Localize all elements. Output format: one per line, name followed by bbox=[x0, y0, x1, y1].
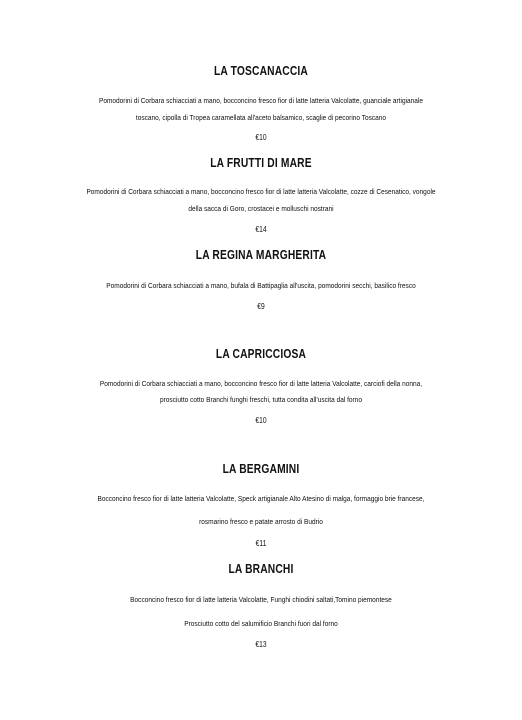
pizza-title-bergamini: LA BERGAMINI bbox=[222, 462, 300, 476]
pizza-desc-frutti-di-mare-line2: della sacca di Goro, crostacei e molluschi nostrani bbox=[188, 204, 334, 213]
pizza-desc-frutti-di-mare-line1: Pomodorini di Corbara schiacciati a mano, bocconcino fresco fior di latte latteria Valcolatte, cozze di Cesenatico, vongole bbox=[86, 187, 436, 196]
pizza-title-toscanaccia: LA TOSCANACCIA bbox=[214, 64, 308, 78]
pizza-price-bergamini: €11 bbox=[255, 539, 267, 548]
pizza-desc-capricciosa-line1: Pomodorini di Corbara schiacciati a mano, bocconcino fresco fior di latte latteria Valcolatte, carciofi della nonna, bbox=[99, 379, 423, 388]
pizza-desc-bergamini-line2: rosmarino fresco e patate arrosto di Budrio bbox=[199, 517, 323, 526]
pizza-title-regina-margherita: LA REGINA MARGHERITA bbox=[195, 248, 327, 262]
pizza-title-capricciosa: LA CAPRICCIOSA bbox=[215, 347, 307, 361]
pizza-price-frutti-di-mare: €14 bbox=[255, 225, 267, 234]
pizza-desc-toscanaccia-line1: Pomodorini di Corbara schiacciati a mano, bocconcino fresco fior di latte latteria Valcolatte, guanciale artigianale bbox=[98, 96, 424, 105]
pizza-desc-toscanaccia-line2: toscano, cipolla di Tropea caramellata all'aceto balsamico, scaglie di pecorino Toscano bbox=[135, 113, 387, 122]
pizza-desc-branchi-line2: Prosciutto cotto del salumificio Branchi fuori dal forno bbox=[184, 619, 338, 628]
pizza-desc-branchi-line1: Bocconcino fresco fior di latte latteria Valcolatte, Funghi chiodini saltati,Tomino piemontese bbox=[130, 595, 392, 604]
pizza-desc-bergamini-line1: Bocconcino fresco fior di latte latteria Valcolatte, Speck artigianale Alto Atesino di malga, formaggio brie francese, bbox=[97, 494, 425, 503]
pizza-desc-capricciosa-line2: prosciutto cotto Branchi funghi freschi, tutta condita all'uscita dal forno bbox=[159, 395, 362, 404]
pizza-price-branchi: €13 bbox=[255, 640, 267, 649]
pizza-price-toscanaccia: €10 bbox=[255, 133, 267, 142]
pizza-title-branchi: LA BRANCHI bbox=[228, 562, 294, 576]
pizza-desc-regina-margherita-line1: Pomodorini di Corbara schiacciati a mano, bufala di Battipaglia all'uscita, pomodorini secchi, basilico fresco bbox=[106, 281, 416, 290]
pizza-price-regina-margherita: €9 bbox=[257, 302, 265, 311]
pizza-title-frutti-di-mare: LA FRUTTI DI MARE bbox=[210, 156, 312, 170]
pizza-price-capricciosa: €10 bbox=[255, 416, 267, 425]
